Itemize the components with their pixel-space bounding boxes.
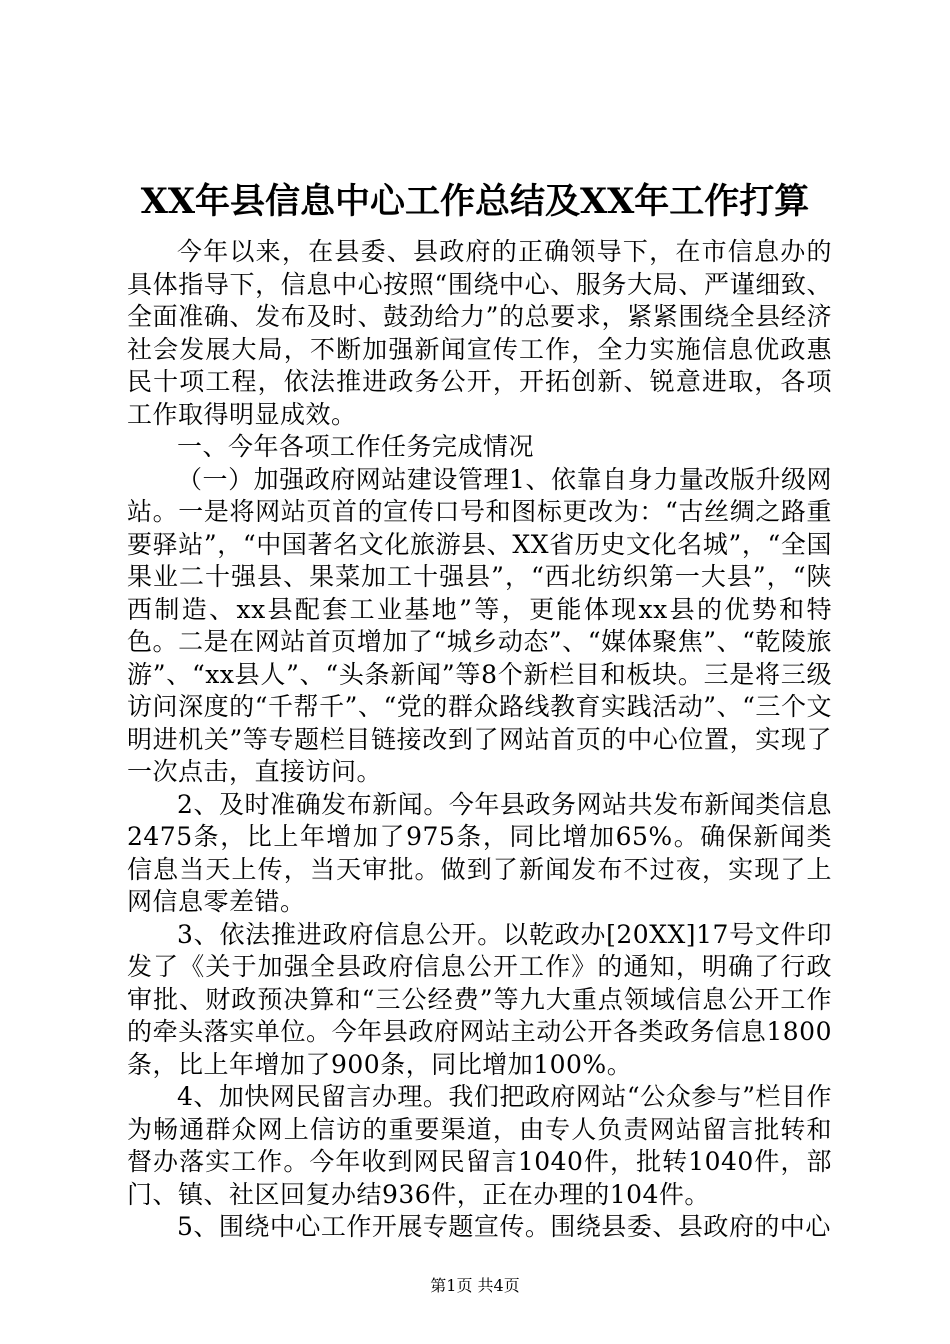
paragraph: 今年以来，在县委、县政府的正确领导下，在市信息办的具体指导下，信息中心按照“围绕中心、服务大局、严谨细致、全面准确、发布及时、鼓劲给力”的总要求，紧紧围绕全县经济社会发展大局，不断加强新闻宣传工作，全力实施信息优政惠民十项工程，依法推进政务公开，开拓创新、锐意进取，各项工作取得明显成效。 <box>127 237 832 429</box>
paragraph: 4、加快网民留言办理。我们把政府网站“公众参与”栏目作为畅通群众网上信访的重要渠道，由专人负责网站留言批转和督办落实工作。今年收到网民留言1040件，批转1040件，部门、镇、社区回复办结936件，正在办理的104件。 <box>127 1082 832 1209</box>
paragraph: 5、围绕中心工作开展专题宣传。围绕县委、县政府的中心 <box>177 1212 831 1241</box>
section-heading: 一、今年各项工作任务完成情况 <box>177 432 535 461</box>
paragraph: 2、及时准确发布新闻。今年县政务网站共发布新闻类信息2475条，比上年增加了975条，同比增加65%。确保新闻类信息当天上传，当天审批。做到了新闻发布不过夜，实现了上网信息零差错。 <box>127 789 832 916</box>
paragraph: 3、依法推进政府信息公开。以乾政办[20XX]17号文件印发了《关于加强全县政府信息公开工作》的通知，明确了行政审批、财政预决算和“三公经费”等九大重点领域信息公开工作的牵头落实单位。今年县政府网站主动公开各类政务信息1800条，比上年增加了900条，同比增加100%。 <box>127 919 832 1079</box>
page-footer: 第1页 共4页 <box>430 1276 520 1295</box>
document-body <box>127 236 832 1244</box>
paragraph: （一）加强政府网站建设管理1、依靠自身力量改版升级网站。一是将网站页首的宣传口号和图标更改为：“古丝绸之路重要驿站”，“中国著名文化旅游县、XX省历史文化名城”，“全国果业二十强县、果菜加工十强县”，“西北纺织第一大县”，“陕西制造、xx县配套工业基地”等，更能体现xx县的优势和特色。二是在网站首页增加了“城乡动态”、“媒体聚焦”、“乾陵旅游”、“xx县人”、“头条新闻”等8个新栏目和板块。三是将三级访问深度的“千帮千”、“党的群众路线教育实践活动”、“三个文明进机关”等专题栏目链接改到了网站首页的中心位置，实现了一次点击，直接访问。 <box>127 464 832 786</box>
document-title: XX年县信息中心工作总结及XX年工作打算 <box>140 181 810 222</box>
